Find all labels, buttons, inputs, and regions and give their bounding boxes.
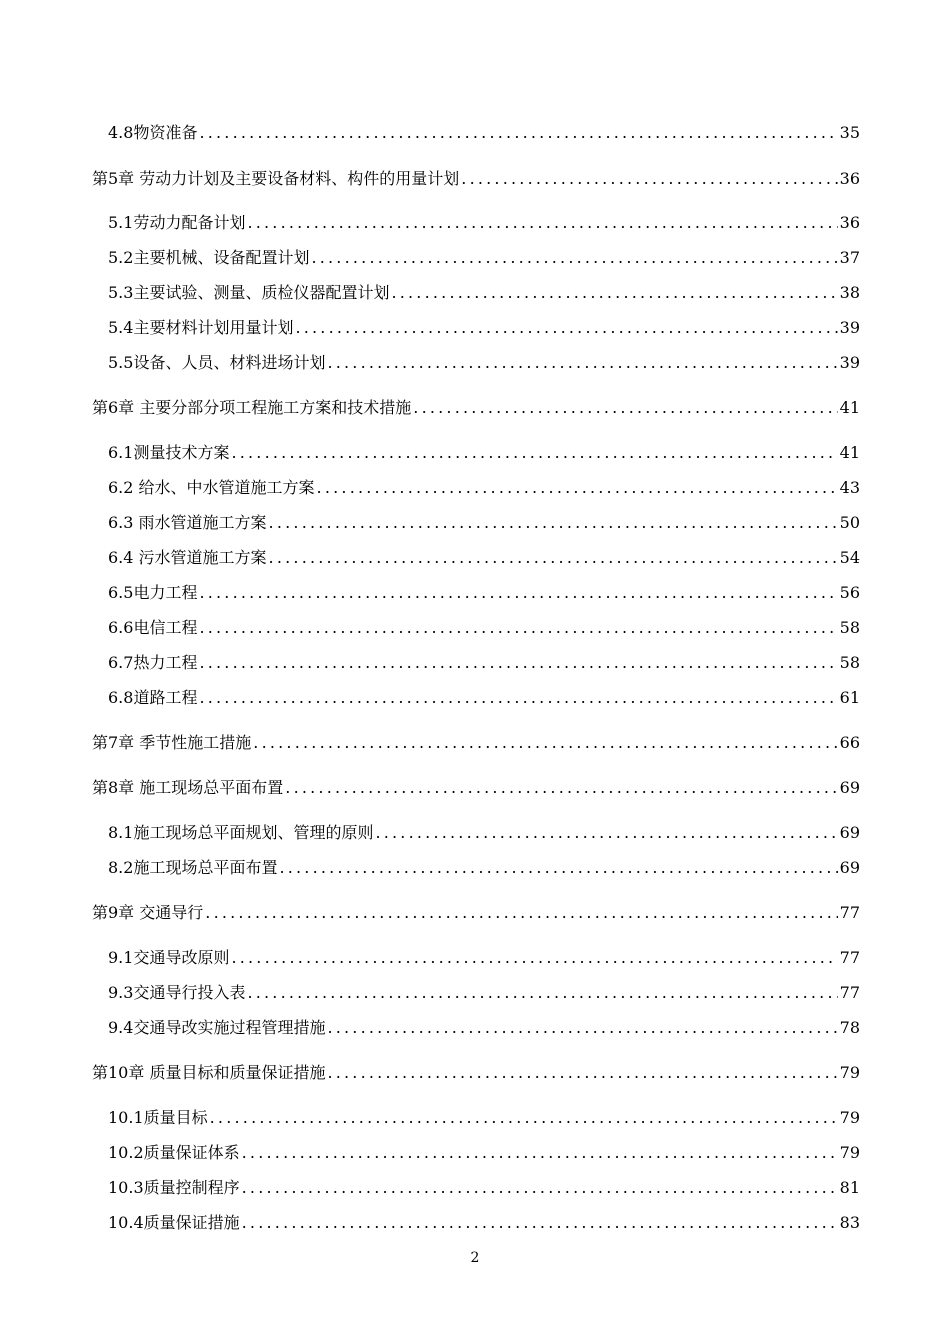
toc-dot-leader	[247, 983, 837, 1003]
toc-dot-leader	[311, 248, 837, 268]
toc-section-entry[interactable]	[92, 1143, 860, 1163]
toc-section-entry[interactable]	[92, 653, 860, 673]
toc-section-entry[interactable]	[92, 353, 860, 373]
toc-section-entry[interactable]	[92, 1018, 860, 1038]
toc-entry-page: 50	[839, 513, 860, 532]
toc-section-entry[interactable]	[92, 583, 860, 603]
toc-section-entry[interactable]	[92, 1178, 860, 1198]
toc-dot-leader	[461, 169, 837, 189]
toc-section-entry[interactable]	[92, 443, 860, 463]
toc-dot-leader	[391, 283, 837, 303]
toc-dot-leader	[327, 1018, 837, 1038]
toc-entry-page: 81	[839, 1178, 860, 1197]
toc-entry-page: 83	[839, 1213, 860, 1232]
toc-section-entry[interactable]	[92, 823, 860, 843]
toc-entry-page: 78	[839, 1018, 860, 1037]
toc-section-entry[interactable]	[92, 983, 860, 1003]
toc-section-entry[interactable]	[92, 123, 860, 143]
toc-entry-title: 6.6电信工程	[108, 618, 198, 637]
toc-entry-title: 第7章 季节性施工措施	[92, 733, 252, 752]
toc-entry-page: 41	[839, 443, 860, 462]
toc-entry-title: 6.1测量技术方案	[108, 443, 230, 462]
toc-entry-page: 39	[839, 353, 860, 372]
toc-dot-leader	[295, 318, 837, 338]
toc-dot-leader	[269, 548, 838, 568]
toc-entry-title: 6.8道路工程	[108, 688, 198, 707]
toc-entry-title: 9.1交通导改原则	[108, 948, 230, 967]
toc-entry-title: 6.4 污水管道施工方案	[108, 548, 267, 567]
toc-entry-title: 10.4质量保证措施	[108, 1213, 240, 1232]
toc-dot-leader	[231, 948, 837, 968]
toc-entry-title: 10.3质量控制程序	[108, 1178, 240, 1197]
toc-section-entry[interactable]	[92, 688, 860, 708]
toc-entry-title: 9.4交通导改实施过程管理措施	[108, 1018, 326, 1037]
toc-dot-leader	[242, 1143, 838, 1163]
toc-dot-leader	[199, 583, 837, 603]
toc-entry-page: 56	[839, 583, 860, 602]
toc-dot-leader	[242, 1178, 838, 1198]
toc-chapter-entry[interactable]	[92, 398, 860, 418]
toc-entry-title: 6.3 雨水管道施工方案	[108, 513, 267, 532]
toc-entry-title: 第9章 交通导行	[92, 903, 204, 922]
toc-chapter-entry[interactable]	[92, 778, 860, 798]
toc-entry-page: 35	[839, 123, 860, 142]
toc-section-entry[interactable]	[92, 1213, 860, 1233]
toc-entry-title: 6.5电力工程	[108, 583, 198, 602]
page-number: 2	[470, 1250, 480, 1266]
toc-dot-leader	[210, 1108, 838, 1128]
toc-chapter-entry[interactable]	[92, 169, 860, 189]
toc-dot-leader	[231, 443, 837, 463]
toc-entry-title: 10.2质量保证体系	[108, 1143, 240, 1162]
toc-dot-leader	[317, 478, 838, 498]
toc-dot-leader	[413, 398, 837, 418]
toc-dot-leader	[285, 778, 837, 798]
toc-section-entry[interactable]	[92, 948, 860, 968]
toc-dot-leader	[279, 858, 837, 878]
toc-entry-title: 第5章 劳动力计划及主要设备材料、构件的用量计划	[92, 169, 460, 188]
toc-entry-page: 43	[839, 478, 860, 497]
toc-section-entry[interactable]	[92, 1108, 860, 1128]
toc-dot-leader	[199, 688, 837, 708]
toc-entry-page: 38	[839, 283, 860, 302]
toc-section-entry[interactable]	[92, 858, 860, 878]
toc-entry-page: 69	[839, 778, 860, 797]
toc-entry-title: 6.7热力工程	[108, 653, 198, 672]
toc-dot-leader	[199, 653, 837, 673]
toc-section-entry[interactable]	[92, 283, 860, 303]
toc-entry-page: 69	[839, 858, 860, 877]
toc-entry-title: 5.4主要材料计划用量计划	[108, 318, 294, 337]
toc-section-entry[interactable]	[92, 318, 860, 338]
toc-entry-title: 10.1质量目标	[108, 1108, 208, 1127]
toc-dot-leader	[269, 513, 838, 533]
toc-dot-leader	[327, 1063, 837, 1083]
toc-entry-page: 41	[839, 398, 860, 417]
toc-chapter-entry[interactable]	[92, 733, 860, 753]
toc-entry-title: 5.3主要试验、测量、质检仪器配置计划	[108, 283, 390, 302]
toc-entry-title: 第8章 施工现场总平面布置	[92, 778, 284, 797]
toc-section-entry[interactable]	[92, 478, 860, 498]
toc-entry-title: 8.1施工现场总平面规划、管理的原则	[108, 823, 374, 842]
toc-entry-title: 6.2 给水、中水管道施工方案	[108, 478, 315, 497]
toc-entry-page: 79	[839, 1063, 860, 1082]
toc-entry-page: 54	[839, 548, 860, 567]
toc-section-entry[interactable]	[92, 618, 860, 638]
toc-section-entry[interactable]	[92, 513, 860, 533]
toc-entry-page: 58	[839, 653, 860, 672]
toc-entry-title: 5.1劳动力配备计划	[108, 213, 246, 232]
toc-chapter-entry[interactable]	[92, 903, 860, 923]
toc-entry-title: 5.5设备、人员、材料进场计划	[108, 353, 326, 372]
toc-entry-page: 77	[839, 983, 860, 1002]
toc-dot-leader	[205, 903, 837, 923]
toc-entry-title: 8.2施工现场总平面布置	[108, 858, 278, 877]
toc-dot-leader	[327, 353, 837, 373]
toc-entry-title: 9.3交通导行投入表	[108, 983, 246, 1002]
toc-section-entry[interactable]	[92, 213, 860, 233]
toc-chapter-entry[interactable]	[92, 1063, 860, 1083]
toc-dot-leader	[199, 618, 837, 638]
toc-dot-leader	[253, 733, 837, 753]
toc-entry-page: 77	[839, 903, 860, 922]
toc-entry-title: 4.8物资准备	[108, 123, 198, 142]
toc-dot-leader	[242, 1213, 838, 1233]
toc-entry-title: 第10章 质量目标和质量保证措施	[92, 1063, 326, 1082]
toc-entry-page: 36	[839, 213, 860, 232]
toc-entry-title: 第6章 主要分部分项工程施工方案和技术措施	[92, 398, 412, 417]
toc-entry-page: 58	[839, 618, 860, 637]
toc-section-entry[interactable]	[92, 548, 860, 568]
toc-entry-page: 77	[839, 948, 860, 967]
toc-entry-page: 39	[839, 318, 860, 337]
toc-dot-leader	[247, 213, 837, 233]
toc-entry-page: 37	[839, 248, 860, 267]
toc-entry-page: 66	[839, 733, 860, 752]
toc-entry-title: 5.2主要机械、设备配置计划	[108, 248, 310, 267]
toc-dot-leader	[199, 123, 837, 143]
toc-section-entry[interactable]	[92, 248, 860, 268]
toc-dot-leader	[375, 823, 837, 843]
toc-entry-page: 79	[839, 1108, 860, 1127]
toc-entry-page: 36	[839, 169, 860, 188]
toc-entry-page: 79	[839, 1143, 860, 1162]
toc-entry-page: 61	[839, 688, 860, 707]
toc-entry-page: 69	[839, 823, 860, 842]
